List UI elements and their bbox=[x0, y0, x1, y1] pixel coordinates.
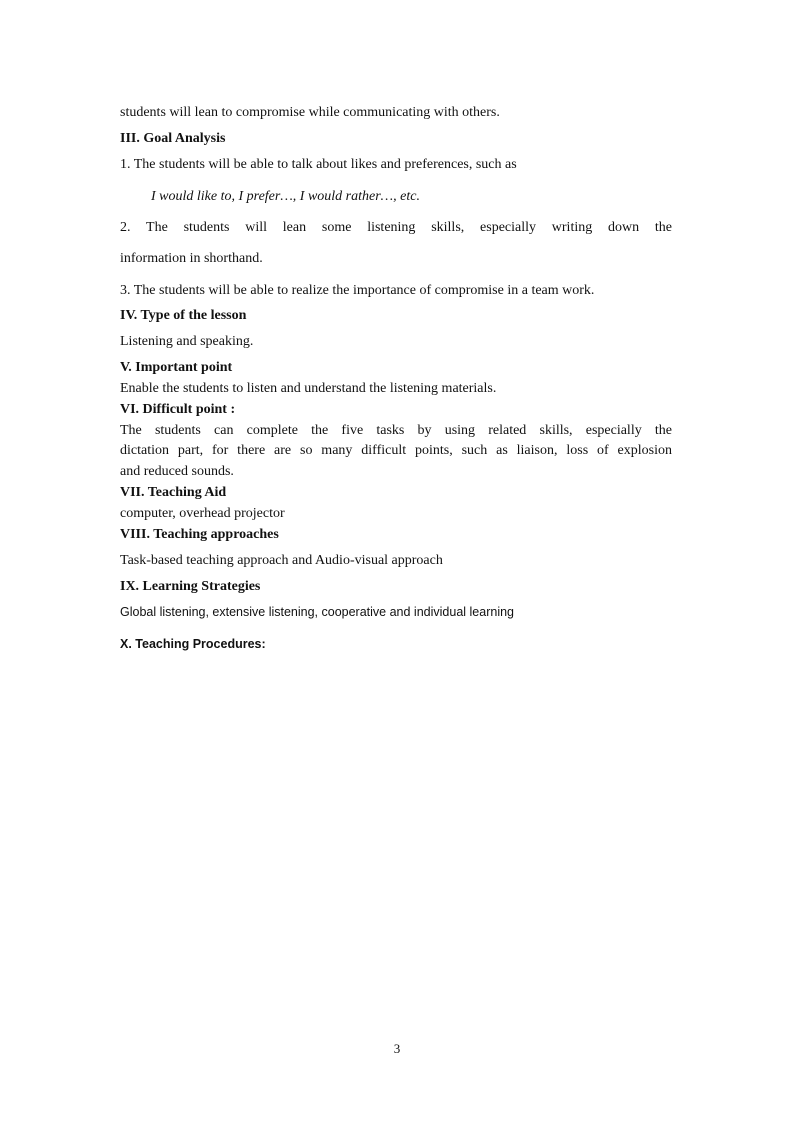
lesson-type-heading: IV. Type of the lesson bbox=[120, 308, 247, 323]
goal-item-1: 1. The students will be able to talk about likes and preferences, such as bbox=[120, 157, 517, 172]
important-point-heading: V. Important point bbox=[120, 360, 233, 375]
goal-item-2-line-1: 2. The students will lean some listening skills, especially writing down the bbox=[120, 220, 672, 235]
teaching-approaches-heading: VIII. Teaching approaches bbox=[120, 527, 279, 542]
teaching-aid-heading: VII. Teaching Aid bbox=[120, 485, 227, 500]
teaching-aid-text: computer, overhead projector bbox=[120, 506, 285, 521]
lesson-type-text: Listening and speaking. bbox=[120, 334, 254, 349]
page-number: 3 bbox=[393, 1041, 401, 1056]
learning-strategies-text: Global listening, extensive listening, cooperative and individual learning bbox=[120, 605, 514, 619]
difficult-point-line-2: dictation part, for there are so many difficult points, such as liaison, loss of explosion bbox=[120, 443, 672, 458]
goal-analysis-heading: III. Goal Analysis bbox=[120, 131, 226, 146]
difficult-point-line-3: and reduced sounds. bbox=[120, 464, 234, 479]
teaching-approaches-text: Task-based teaching approach and Audio-visual approach bbox=[120, 553, 443, 568]
important-point-text: Enable the students to listen and understand the listening materials. bbox=[120, 381, 497, 396]
goal-item-1-example: I would like to, I prefer…, I would rather…, etc. bbox=[151, 189, 420, 204]
difficult-point-heading: VI. Difficult point : bbox=[120, 402, 236, 417]
goal-item-3: 3. The students will be able to realize the importance of compromise in a team work. bbox=[120, 283, 595, 298]
learning-strategies-heading: IX. Learning Strategies bbox=[120, 579, 261, 594]
goal-item-2-line-2: information in shorthand. bbox=[120, 251, 263, 266]
teaching-procedures-heading: X. Teaching Procedures: bbox=[120, 637, 266, 651]
intro-line: students will lean to compromise while communicating with others. bbox=[120, 105, 500, 120]
difficult-point-line-1: The students can complete the five tasks by using related skills, especially the bbox=[120, 423, 672, 438]
